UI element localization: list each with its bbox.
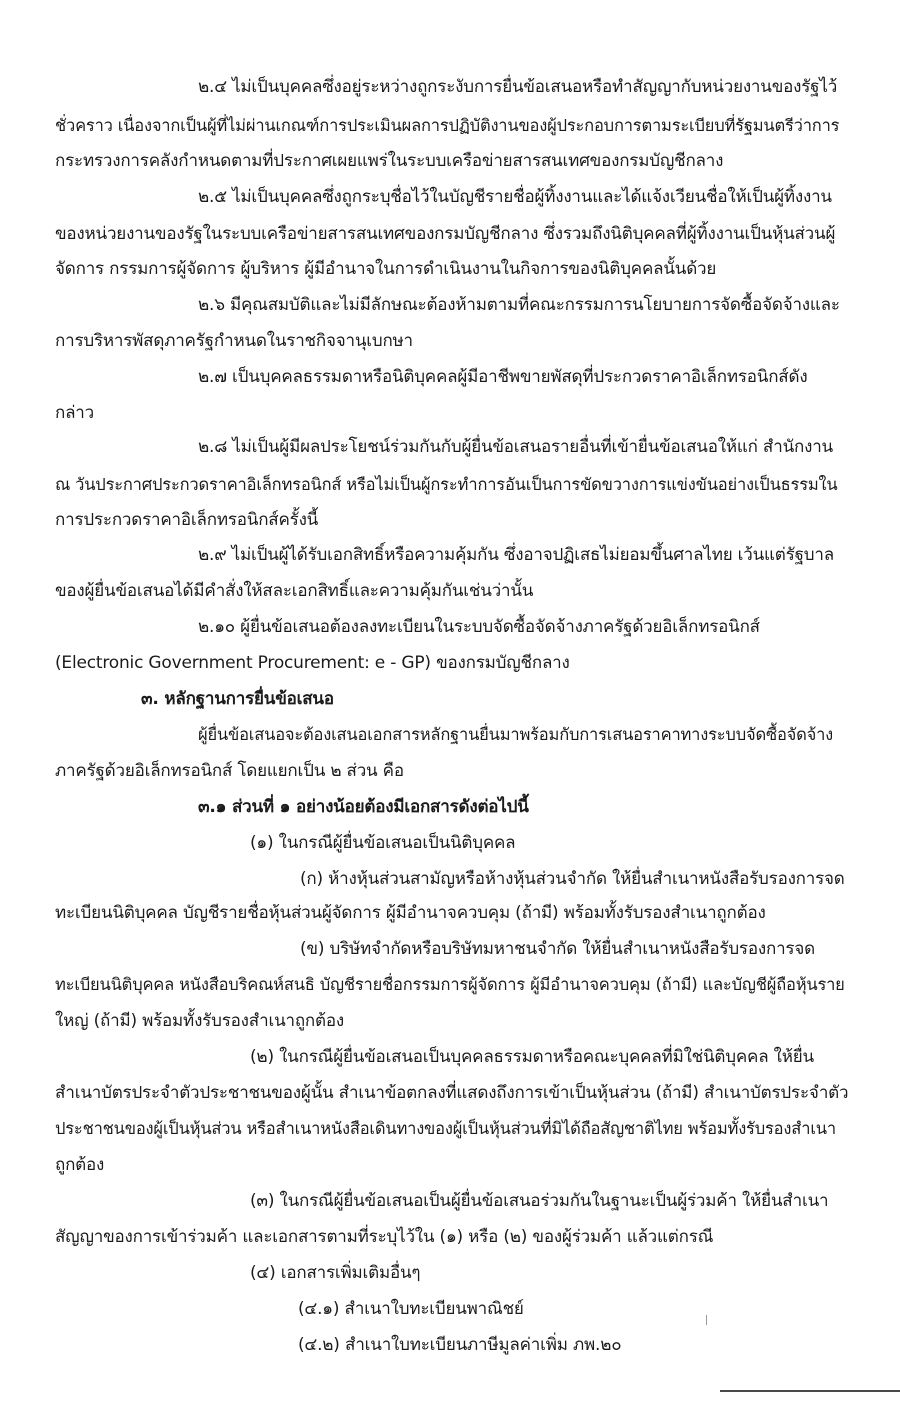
clause-2-8-line-3: การประกวดราคาอิเล็กทรอนิกส์ครั้งนี้ bbox=[55, 510, 319, 530]
clause-2-5-line-1: ๒.๕ ไม่เป็นบุคคลซึ่งถูกระบุชื่อไว้ในบัญชีรายชื่อผู้ทิ้งงานและได้แจ้งเวียนชื่อให้เป็นผู้ทิ้งงาน bbox=[198, 187, 832, 207]
clause-2-7-line-2: กล่าว bbox=[55, 403, 95, 423]
clause-2-9-line-1: ๒.๙ ไม่เป็นผู้ได้รับเอกสิทธิ์หรือความคุ้มกัน ซึ่งอาจปฏิเสธไม่ยอมขึ้นศาลไทย เว้นแต่รัฐบาล bbox=[198, 545, 834, 565]
clause-2-4-line-2: ชั่วคราว เนื่องจากเป็นผู้ที่ไม่ผ่านเกณฑ์การประเมินผลการปฏิบัติงานของผู้ประกอบการตามระเบียบที่รัฐมนตรีว่าการ bbox=[55, 116, 840, 135]
clause-2-4-line-1: ๒.๔ ไม่เป็นบุคคลซึ่งอยู่ระหว่างถูกระงับการยื่นข้อเสนอหรือทำสัญญากับหน่วยงานของรัฐไว้ bbox=[198, 77, 838, 97]
clause-2-10-line-1: ๒.๑๐ ผู้ยื่นข้อเสนอต้องลงทะเบียนในระบบจัดซื้อจัดจ้างภาครัฐด้วยอิเล็กทรอนิกส์ bbox=[198, 617, 760, 637]
section-3-1-heading: ๓.๑ ส่วนที่ ๑ อย่างน้อยต้องมีเอกสารดังต่อไปนี้ bbox=[198, 797, 529, 817]
item-2-line-3: ประชาชนของผู้เป็นหุ้นส่วน หรือสำเนาหนังสือเดินทางของผู้เป็นหุ้นส่วนที่มิได้ถือสัญชาติไทย พร้อมทั้งรับรองสำเนา bbox=[55, 1119, 836, 1138]
clause-2-6-line-1: ๒.๖ มีคุณสมบัติและไม่มีลักษณะต้องห้ามตามที่คณะกรรมการนโยบายการจัดซื้อจัดจ้างและ bbox=[198, 295, 840, 315]
scan-mark bbox=[706, 1315, 707, 1325]
clause-2-5-line-2: ของหน่วยงานของรัฐในระบบเครือข่ายสารสนเทศของกรมบัญชีกลาง ซึ่งรวมถึงนิติบุคคลที่ผู้ทิ้งงานเป็นหุ้นส่วนผู้ bbox=[55, 224, 836, 244]
item-1-ko-line-2: ทะเบียนนิติบุคคล บัญชีรายชื่อหุ้นส่วนผู้จัดการ ผู้มีอำนาจควบคุม (ถ้ามี) พร้อมทั้งรับรองสำเนาถูกต้อง bbox=[55, 903, 766, 923]
item-2-line-2: สำเนาบัตรประจำตัวประชาชนของผู้นั้น สำเนาข้อตกลงที่แสดงถึงการเข้าเป็นหุ้นส่วน (ถ้ามี) สำเนาบัตรประจำตัว bbox=[55, 1083, 849, 1103]
clause-2-7-line-1: ๒.๗ เป็นบุคคลธรรมดาหรือนิติบุคคลผู้มีอาชีพขายพัสดุที่ประกวดราคาอิเล็กทรอนิกส์ดัง bbox=[198, 367, 808, 387]
clause-2-10-line-2: (Electronic Government Procurement: e - GP) ของกรมบัญชีกลาง bbox=[55, 653, 570, 673]
item-4-1: (๔.๑) สำเนาใบทะเบียนพาณิชย์ bbox=[298, 1299, 524, 1319]
item-1-heading: (๑) ในกรณีผู้ยื่นข้อเสนอเป็นนิติบุคคล bbox=[250, 833, 516, 853]
section-3-intro-line-1: ผู้ยื่นข้อเสนอจะต้องเสนอเอกสารหลักฐานยื่นมาพร้อมกับการเสนอราคาทางระบบจัดซื้อจัดจ้าง bbox=[198, 725, 834, 744]
item-2-line-4: ถูกต้อง bbox=[55, 1155, 105, 1175]
clause-2-8-line-1: ๒.๘ ไม่เป็นผู้มีผลประโยชน์ร่วมกันกับผู้ยื่นข้อเสนอรายอื่นที่เข้ายื่นข้อเสนอให้แก่ สำนักงาน bbox=[198, 437, 833, 457]
section-3-intro-line-2: ภาครัฐด้วยอิเล็กทรอนิกส์ โดยแยกเป็น ๒ ส่วน คือ bbox=[55, 761, 404, 781]
item-3-line-1: (๓) ในกรณีผู้ยื่นข้อเสนอเป็นผู้ยื่นข้อเสนอร่วมกันในฐานะเป็นผู้ร่วมค้า ให้ยื่นสำเนา bbox=[250, 1191, 829, 1211]
clause-2-6-line-2: การบริหารพัสดุภาครัฐกำหนดในราชกิจจานุเบกษา bbox=[55, 331, 413, 351]
clause-2-5-line-3: จัดการ กรรมการผู้จัดการ ผู้บริหาร ผู้มีอำนาจในการดำเนินงานในกิจการของนิติบุคคลนั้นด้วย bbox=[55, 259, 717, 279]
item-4-heading: (๔) เอกสารเพิ่มเติมอื่นๆ bbox=[250, 1263, 421, 1283]
item-4-2: (๔.๒) สำเนาใบทะเบียนภาษีมูลค่าเพิ่ม ภพ.๒๐ bbox=[298, 1335, 622, 1355]
item-2-line-1: (๒) ในกรณีผู้ยื่นข้อเสนอเป็นบุคคลธรรมดาหรือคณะบุคคลที่มิใช่นิติบุคคล ให้ยื่น bbox=[250, 1047, 814, 1067]
item-3-line-2: สัญญาของการเข้าร่วมค้า และเอกสารตามที่ระบุไว้ใน (๑) หรือ (๒) ของผู้ร่วมค้า แล้วแต่กรณี bbox=[55, 1227, 714, 1247]
clause-2-8-line-2: ณ วันประกาศประกวดราคาอิเล็กทรอนิกส์ หรือไม่เป็นผู้กระทำการอันเป็นการขัดขวางการแข่งขันอย่างเป็นธรรมใน bbox=[55, 475, 838, 494]
clause-2-4-line-3: กระทรวงการคลังกำหนดตามที่ประกาศเผยแพร่ในระบบเครือข่ายสารสนเทศของกรมบัญชีกลาง bbox=[55, 151, 724, 171]
item-1-kho-line-1: (ข) บริษัทจำกัดหรือบริษัทมหาชนจำกัด ให้ยื่นสำเนาหนังสือรับรองการจด bbox=[300, 939, 815, 959]
clause-2-9-line-2: ของผู้ยื่นข้อเสนอได้มีคำสั่งให้สละเอกสิทธิ์และความคุ้มกันเช่นว่านั้น bbox=[55, 581, 534, 601]
item-1-kho-line-2: ทะเบียนนิติบุคคล หนังสือบริคณห์สนธิ บัญชีรายชื่อกรรมการผู้จัดการ ผู้มีอำนาจควบคุม (ถ้ามี) และบัญชีผู้ถือหุ้นราย bbox=[55, 975, 845, 994]
item-1-kho-line-3: ใหญ่ (ถ้ามี) พร้อมทั้งรับรองสำเนาถูกต้อง bbox=[55, 1011, 344, 1031]
section-3-heading: ๓. หลักฐานการยื่นข้อเสนอ bbox=[141, 689, 334, 709]
item-1-ko-line-1: (ก) ห้างหุ้นส่วนสามัญหรือห้างหุ้นส่วนจำกัด ให้ยื่นสำเนาหนังสือรับรองการจด bbox=[300, 869, 845, 889]
bottom-rule bbox=[720, 1390, 900, 1392]
